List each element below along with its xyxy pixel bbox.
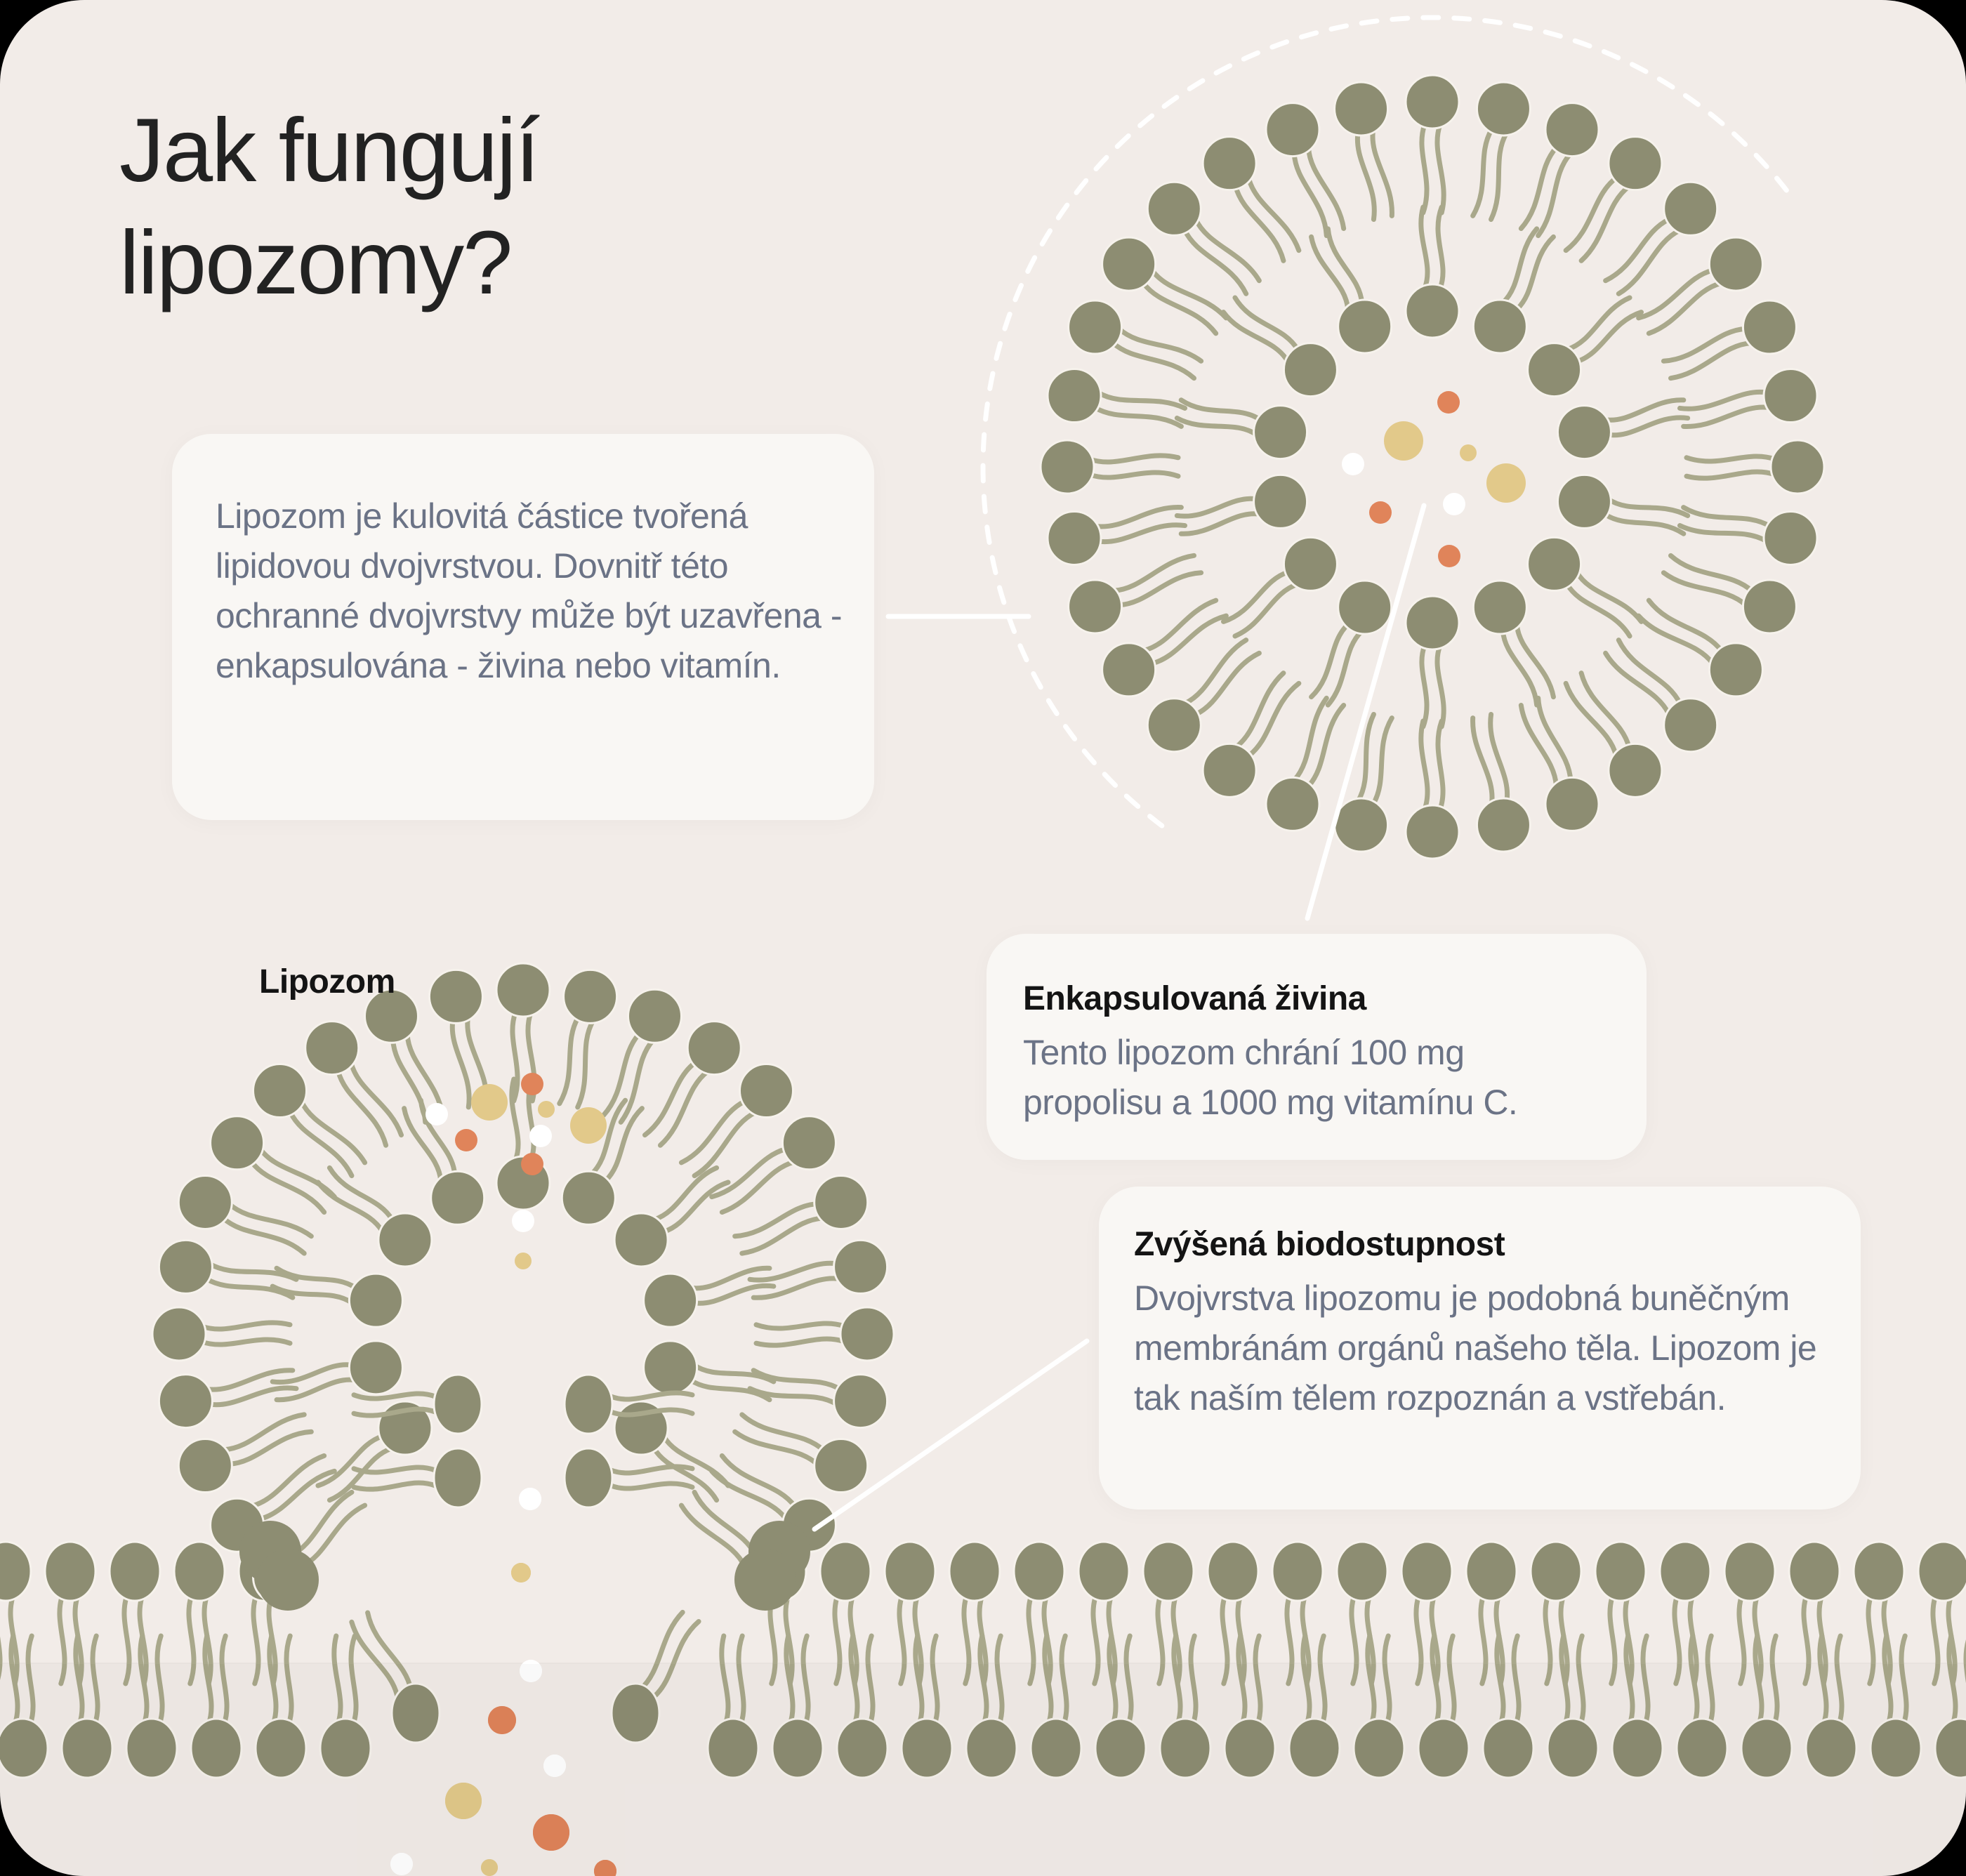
nutrient-particle (1443, 493, 1465, 515)
nutrient-particle (1460, 444, 1477, 461)
nutrient-particle (1438, 545, 1460, 567)
card-lipozom-text: Lipozom je kulovitá částice tvořená lipidovou dvojvrstvou. Dovnitř této ochranné dvojvrstvy může být uzavřena - enkapsulována - živina nebo vitamín. (216, 496, 843, 685)
nutrient-particle (515, 1253, 532, 1269)
card-lipozom (172, 434, 874, 1000)
nutrient-particle (455, 1129, 477, 1151)
nutrient-particle (1369, 501, 1392, 524)
nutrient-particle (471, 1084, 508, 1121)
nutrient-particle (521, 1073, 543, 1095)
nutrient-particle (538, 1101, 555, 1118)
nutrient-particle (529, 1125, 552, 1147)
nutrient-particle (521, 1153, 543, 1175)
page-title (119, 95, 539, 319)
nutrient-particle (1384, 421, 1423, 461)
title-line-2: lipozomy? (119, 213, 512, 313)
nutrient-particle (1437, 391, 1460, 414)
nutrient-particle (425, 1103, 448, 1125)
card-bioavailability-heading: Zvýšená biodostupnost (1134, 1226, 1505, 1263)
fusion-channel (239, 1375, 810, 1876)
leader-line-biodostupnost (814, 1341, 1087, 1529)
title-line-1: Jak fungují (119, 100, 539, 201)
card-encapsulated-nutrient (987, 934, 1647, 1160)
card-encapsulated-heading: Enkapsulovaná živina (1023, 980, 1366, 1017)
top-liposome (1041, 75, 1824, 859)
card-encapsulated-text: Tento lipozom chrání 100 mg propolisu a 1000 mg vitamínu C. (1023, 1033, 1518, 1122)
card-bioavailability (1099, 1187, 1861, 1510)
card-lipozom-heading: Lipozom (259, 963, 395, 1000)
nutrient-particle (512, 1210, 534, 1232)
nutrient-particle (570, 1107, 607, 1144)
card-bioavailability-text: Dvojvrstva lipozomu je podobná buněčným membránám orgánů našeho těla. Lipozom je tak naším tělem rozpoznán a vstřebán. (1134, 1279, 1817, 1418)
nutrient-particle (1342, 453, 1364, 475)
nutrient-particle (1486, 463, 1526, 503)
